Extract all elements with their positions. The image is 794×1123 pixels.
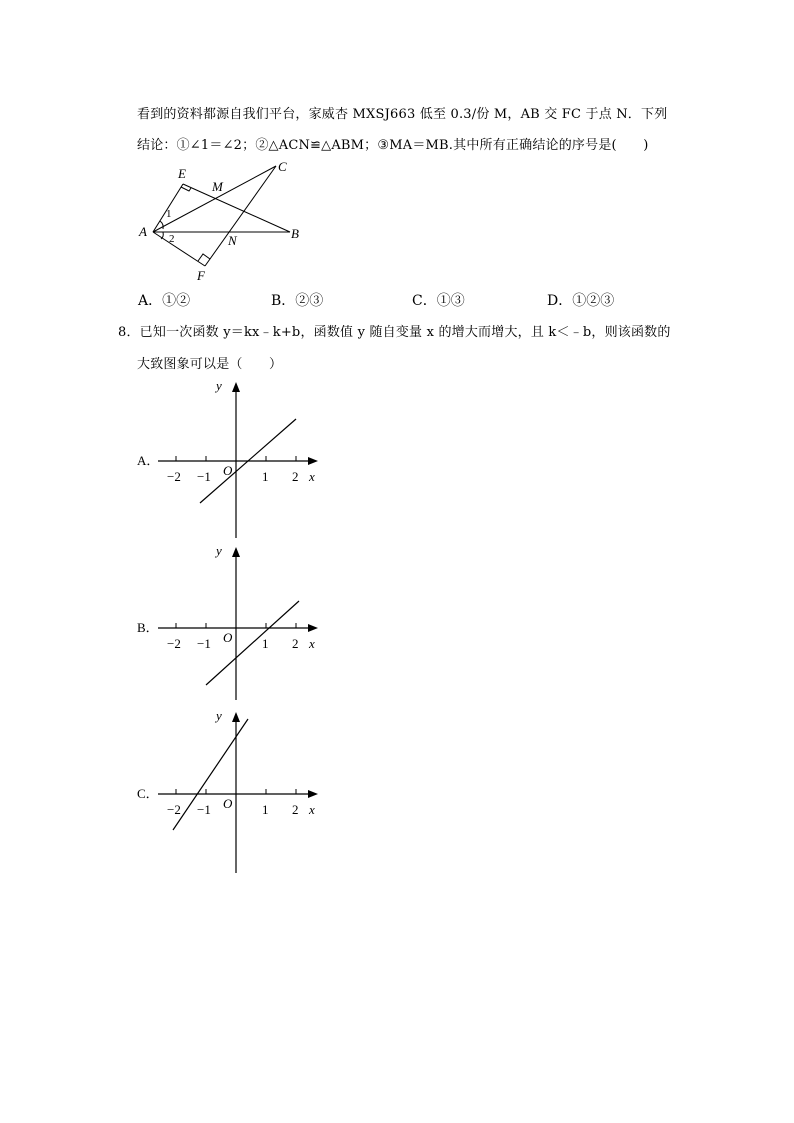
q8-text-line1: 8．已知一次函数 y＝kx﹣k+b，函数值 y 随自变量 x 的增大而增大，且 k＜﹣b，则该函数的: [118, 325, 671, 340]
q7-text-line1: 看到的资料都源自我们平台，家威杏 MXSJ663 低至 0.3/份 M，AB 交 FC 于点 N．下列: [137, 107, 668, 122]
graph-c-tick-label: 2: [292, 802, 299, 817]
label-F: F: [197, 268, 205, 283]
label-C: C: [278, 159, 287, 174]
graph-c-tick-label: 1: [262, 802, 269, 817]
graph-a-y-label: y: [216, 378, 222, 393]
graph-b-function-line: [206, 601, 299, 685]
graph-b-tick-label: 2: [292, 636, 299, 651]
q7-option-d: D．①②③: [547, 293, 615, 309]
label-one: 1: [166, 208, 172, 220]
label-N: N: [228, 233, 237, 248]
graph-a-tick-label: −2: [167, 469, 181, 484]
q7-option-b: B．②③: [271, 293, 324, 309]
q7-option-c: C．①③: [412, 293, 465, 309]
graph-c-x-label: x: [309, 802, 315, 817]
graph-a-origin-label: O: [223, 463, 233, 478]
q7-text-line2: 结论：①∠1＝∠2；②△ACN≌△ABM；③MA＝MB.其中所有正确结论的序号是( ): [137, 138, 649, 153]
label-two: 2: [169, 233, 175, 245]
graph-c-y-arrow: [232, 712, 240, 722]
graph-c-option-label: C．: [137, 786, 159, 801]
graph-c-tick-label: −1: [197, 802, 211, 817]
graph-c-x-arrow: [308, 790, 318, 798]
graph-a-option-label: A．: [137, 453, 160, 468]
label-M: M: [212, 179, 223, 194]
graph-b-y-label: y: [216, 543, 222, 558]
graph-c-tick-label: −2: [167, 802, 181, 817]
graph-b-x-arrow: [308, 624, 318, 632]
label-A: A: [139, 224, 147, 239]
graph-a-y-arrow: [232, 382, 240, 392]
graph-b-tick-label: −2: [167, 636, 181, 651]
graph-a-x-label: x: [309, 469, 315, 484]
graph-b-origin-label: O: [223, 630, 233, 645]
graph-b-tick-label: −1: [197, 636, 211, 651]
graph-b-option-label: B．: [137, 620, 159, 635]
label-B: B: [291, 226, 299, 241]
q7-option-a: A．①②: [138, 293, 191, 309]
q8-text-line2: 大致图象可以是（ ）: [137, 357, 283, 372]
graph-b-y-arrow: [232, 547, 240, 557]
graph-a-x-arrow: [308, 457, 318, 465]
graph-b-tick-label: 1: [262, 636, 269, 651]
graph-b-x-label: x: [309, 636, 315, 651]
graph-a-tick-label: −1: [197, 469, 211, 484]
graph-c-origin-label: O: [223, 796, 233, 811]
graph-c-y-label: y: [216, 708, 222, 723]
graph-a-tick-label: 1: [262, 469, 269, 484]
graph-a-tick-label: 2: [292, 469, 299, 484]
label-E: E: [178, 166, 186, 181]
